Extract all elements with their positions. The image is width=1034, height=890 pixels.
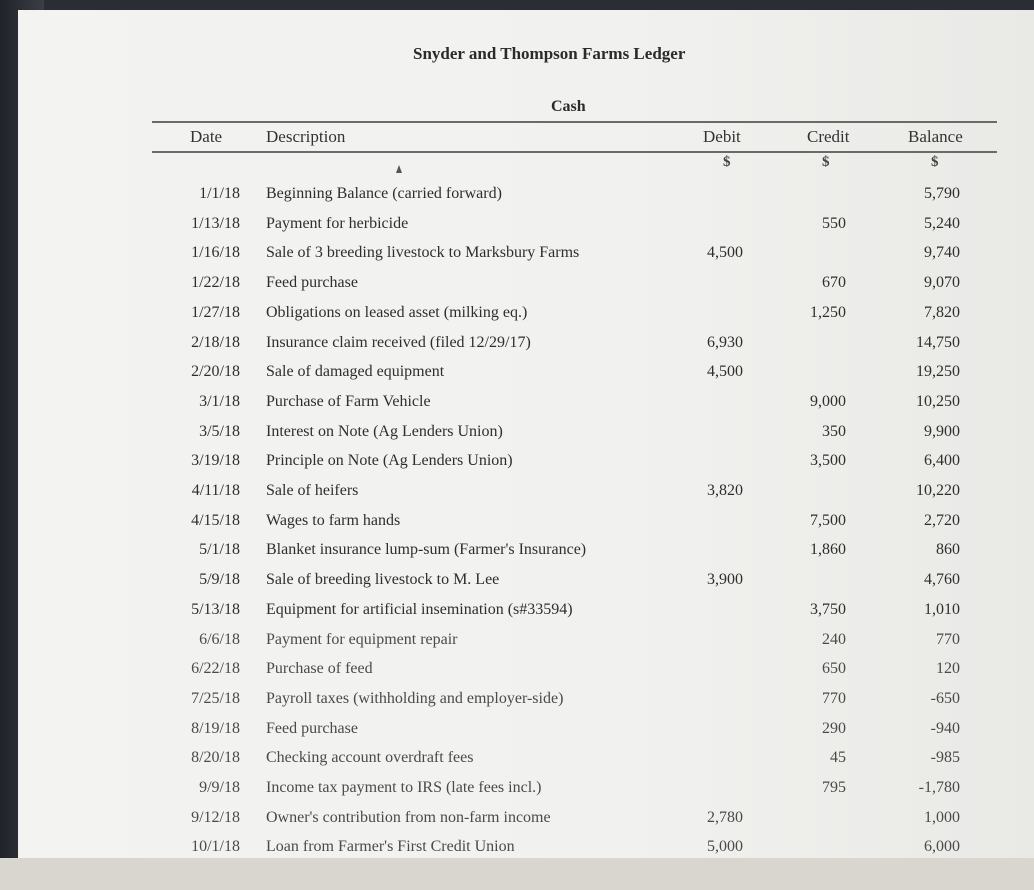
cell-date: 3/1/18 [199,393,240,410]
cell-description: Equipment for artificial insemination (s#33594) [266,601,573,618]
cell-credit: 795 [822,779,846,796]
cell-debit: 3,900 [707,571,743,588]
cell-description: Income tax payment to IRS (late fees incl.) [266,779,542,796]
table-row [0,660,1034,688]
cell-balance: 860 [936,541,960,558]
cell-date: 7/25/18 [191,690,240,707]
cell-description: Insurance claim received (filed 12/29/17) [266,334,531,351]
cell-credit: 290 [822,720,846,737]
cell-balance: -1,780 [918,779,960,796]
cell-balance: 14,750 [916,334,960,351]
cell-balance: 10,220 [916,482,960,499]
cell-debit: 5,000 [707,838,743,855]
cell-description: Principle on Note (Ag Lenders Union) [266,452,513,469]
cell-description: Payroll taxes (withholding and employer-side) [266,690,564,707]
cell-description: Feed purchase [266,274,358,291]
cell-balance: 770 [936,631,960,648]
cell-description: Sale of heifers [266,482,359,499]
cell-date: 8/19/18 [191,720,240,737]
cell-date: 1/22/18 [191,274,240,291]
cell-description: Payment for herbicide [266,215,409,232]
cell-date: 8/20/18 [191,749,240,766]
cell-credit: 9,000 [810,393,846,410]
cell-date: 4/11/18 [191,482,240,499]
cell-date: 6/22/18 [191,660,240,677]
cell-description: Sale of damaged equipment [266,363,445,380]
header-rule [152,151,997,153]
table-row [0,423,1034,451]
header-date: Date [190,127,223,146]
cell-balance: 9,900 [924,423,960,440]
cell-description: Sale of breeding livestock to M. Lee [266,571,500,588]
cell-date: 6/6/18 [199,631,240,648]
table-row [0,334,1034,362]
table-row [0,244,1034,272]
cell-date: 9/9/18 [199,779,240,796]
cell-date: 5/1/18 [199,541,240,558]
cell-date: 9/12/18 [191,809,240,826]
cell-credit: 550 [822,215,846,232]
cell-description: Checking account overdraft fees [266,749,474,766]
cell-debit: 2,780 [707,809,743,826]
cell-balance: 2,720 [924,512,960,529]
cell-date: 2/18/18 [191,334,240,351]
cell-credit: 1,250 [810,304,846,321]
cell-credit: 3,500 [810,452,846,469]
cell-balance: -985 [930,749,960,766]
cell-description: Loan from Farmer's First Credit Union [266,838,515,855]
table-row [0,512,1034,540]
cell-date: 5/13/18 [191,601,240,618]
cell-debit: 4,500 [707,363,743,380]
table-row [0,809,1034,837]
cell-credit: 770 [822,690,846,707]
cell-debit: 3,820 [707,482,743,499]
account-name: Cash [551,98,586,115]
cell-balance: 5,790 [924,185,960,202]
cell-date: 3/19/18 [191,452,240,469]
cell-description: Wages to farm hands [266,512,401,529]
cell-date: 1/16/18 [191,244,240,261]
table-row [0,393,1034,421]
table-row [0,720,1034,748]
cell-balance: 6,400 [924,452,960,469]
cell-description: Purchase of feed [266,660,373,677]
table-row [0,363,1034,391]
cell-balance: 19,250 [916,363,960,380]
header-balance: Balance [908,127,963,146]
cell-balance: 9,070 [924,274,960,291]
cell-credit: 45 [830,749,846,766]
table-row [0,601,1034,629]
cell-description: Payment for equipment repair [266,631,458,648]
cell-credit: 7,500 [810,512,846,529]
cell-balance: 120 [936,660,960,677]
table-row [0,779,1034,807]
header-debit: Debit [703,127,741,146]
table-row [0,185,1034,213]
cell-date: 5/9/18 [199,571,240,588]
cell-date: 1/1/18 [199,185,240,202]
cell-description: Blanket insurance lump-sum (Farmer's Insurance) [266,541,587,558]
header-credit: Credit [807,127,850,146]
ledger-title: Snyder and Thompson Farms Ledger [413,44,686,63]
cell-credit: 3,750 [810,601,846,618]
cell-description: Owner's contribution from non-farm income [266,809,551,826]
cell-debit: 6,930 [707,334,743,351]
table-row [0,452,1034,480]
cell-date: 4/15/18 [191,512,240,529]
table-row [0,690,1034,718]
cell-description: Feed purchase [266,720,358,737]
cell-balance: -650 [930,690,960,707]
table-row [0,749,1034,777]
cell-description: Purchase of Farm Vehicle [266,393,431,410]
table-row [0,482,1034,510]
cell-date: 10/1/18 [191,838,240,855]
cell-balance: 5,240 [924,215,960,232]
cell-balance: 4,760 [924,571,960,588]
cell-description: Sale of 3 breeding livestock to Marksbury Farms [266,244,580,261]
cell-credit: 670 [822,274,846,291]
cell-debit: 4,500 [707,244,743,261]
table-top-rule [152,121,997,123]
cell-credit: 240 [822,631,846,648]
cell-credit: 650 [822,660,846,677]
cell-balance: 10,250 [916,393,960,410]
cell-date: 2/20/18 [191,363,240,380]
table-row [0,215,1034,243]
table-row [0,631,1034,659]
table-row [0,541,1034,569]
header-description: Description [266,127,346,146]
table-row [0,571,1034,599]
table-row [0,304,1034,332]
cell-credit: 1,860 [810,541,846,558]
table-row [0,274,1034,302]
credit-currency: $ [822,154,830,170]
cell-credit: 350 [822,423,846,440]
cell-balance: 1,010 [924,601,960,618]
cell-date: 3/5/18 [199,423,240,440]
cell-balance: 6,000 [924,838,960,855]
cell-balance: 1,000 [924,809,960,826]
cell-balance: 9,740 [924,244,960,261]
debit-currency: $ [723,154,731,170]
cell-balance: 7,820 [924,304,960,321]
cell-description: Interest on Note (Ag Lenders Union) [266,423,503,440]
cell-balance: -940 [930,720,960,737]
table-row [0,838,1034,866]
cell-date: 1/13/18 [191,215,240,232]
cell-date: 1/27/18 [191,304,240,321]
balance-currency: $ [931,154,939,170]
cell-description: Beginning Balance (carried forward) [266,185,502,202]
cell-description: Obligations on leased asset (milking eq.) [266,304,528,321]
